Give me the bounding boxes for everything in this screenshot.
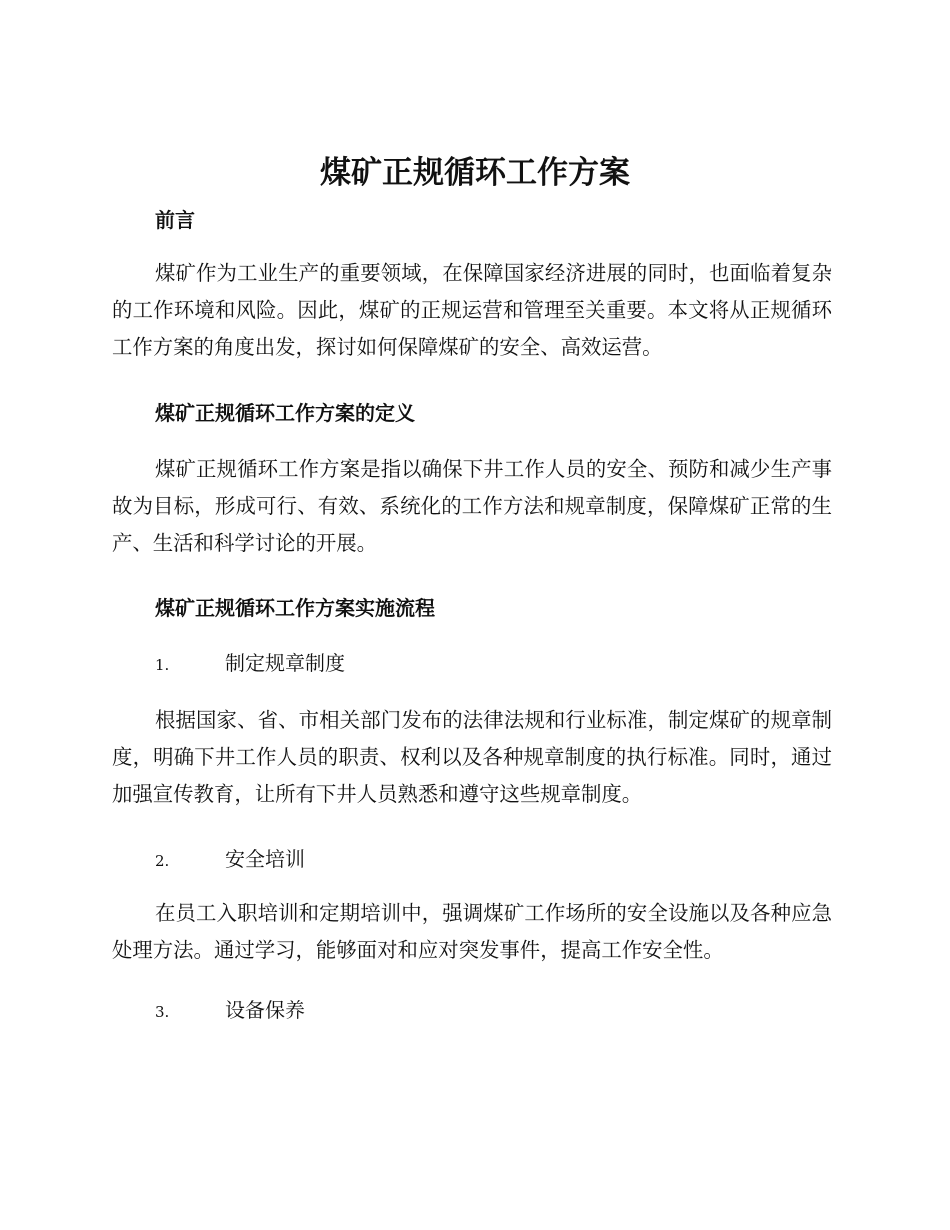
document-title: 煤矿正规循环工作方案 xyxy=(320,155,630,191)
list-number: 2. xyxy=(155,852,170,870)
list-number: 3. xyxy=(155,1003,170,1021)
list-label: 设备保养 xyxy=(225,998,305,1022)
section-heading-process: 煤矿正规循环工作方案实施流程 xyxy=(155,596,435,620)
list-item-2 xyxy=(155,845,305,875)
section-heading-definition: 煤矿正规循环工作方案的定义 xyxy=(155,401,415,425)
list-number: 1. xyxy=(155,656,170,674)
list-label: 安全培训 xyxy=(225,847,305,871)
section-heading-preface: 前言 xyxy=(155,208,195,232)
list-item-1 xyxy=(155,649,345,679)
paragraph-regulations: 根据国家、省、市相关部门发布的法律法规和行业标准，制定煤矿的规章制度，明确下井工作人员的职责、权利以及各种规章制度的执行标准。同时，通过加强宣传教育，让所有下井人员熟悉和遵守这些规章制度。 xyxy=(112,708,832,806)
paragraph-definition: 煤矿正规循环工作方案是指以确保下井工作人员的安全、预防和减少生产事故为目标，形成可行、有效、系统化的工作方法和规章制度，保障煤矿正常的生产、生活和科学讨论的开展。 xyxy=(112,457,832,555)
paragraph-training: 在员工入职培训和定期培训中，强调煤矿工作场所的安全设施以及各种应急处理方法。通过学习，能够面对和应对突发事件，提高工作安全性。 xyxy=(112,901,832,962)
list-item-3 xyxy=(155,996,305,1026)
list-label: 制定规章制度 xyxy=(225,651,345,675)
paragraph-preface: 煤矿作为工业生产的重要领域，在保障国家经济进展的同时，也面临着复杂的工作环境和风险。因此，煤矿的正规运营和管理至关重要。本文将从正规循环工作方案的角度出发，探讨如何保障煤矿的安全、高效运营。 xyxy=(112,261,832,359)
